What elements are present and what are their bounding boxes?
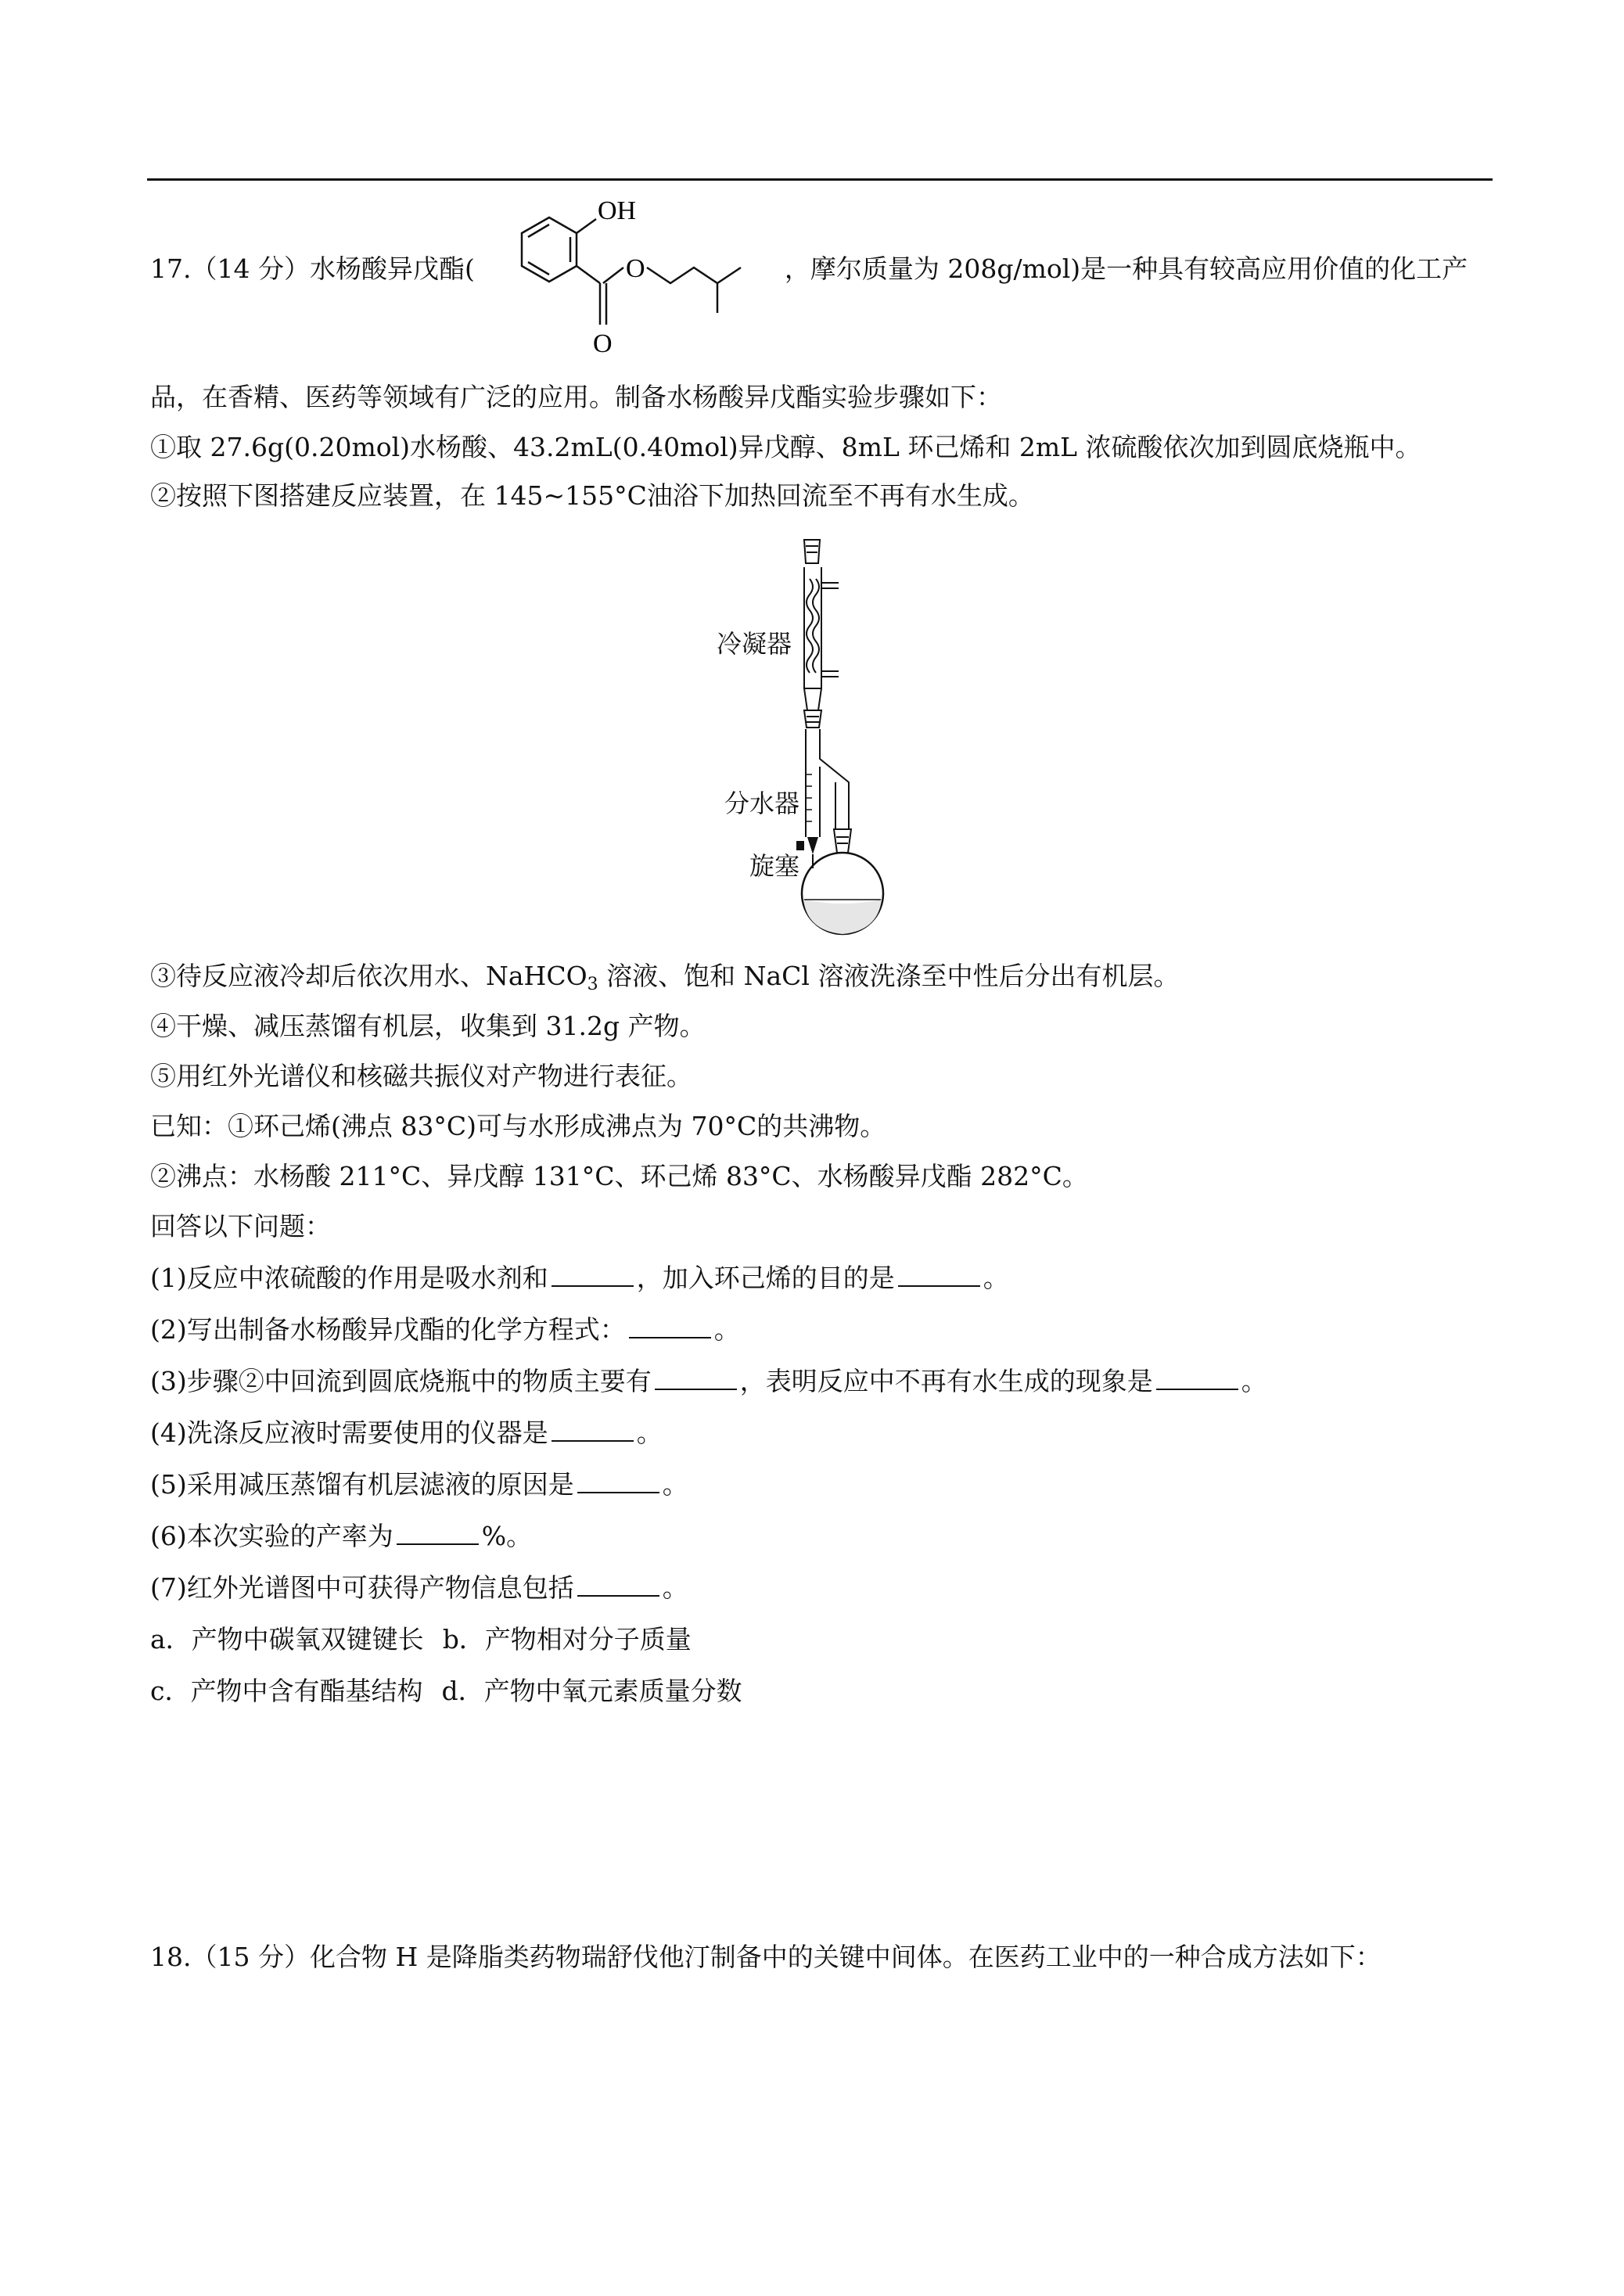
q17-sub1 <box>150 1261 1009 1295</box>
q17-sub3 <box>150 1364 1267 1399</box>
sub4-text-a: (4)洗涤反应液时需要使用的仪器是 <box>150 1417 548 1448</box>
sub5-text-b: 。 <box>662 1469 688 1500</box>
sub3-text-b: ，表明反应中不再有水生成的现象是 <box>739 1366 1153 1396</box>
sub6-text-a: (6)本次实验的产率为 <box>150 1521 393 1551</box>
answer-blank[interactable] <box>898 1262 980 1287</box>
option-b[interactable]: b．产物相对分子质量 <box>442 1624 692 1655</box>
sub3-text-a: (3)步骤②中回流到圆底烧瓶中的物质主要有 <box>150 1366 652 1396</box>
q17-heading <box>150 252 1468 286</box>
sub2-text-b: 。 <box>713 1314 740 1345</box>
sub1-text-c: 。 <box>983 1263 1009 1293</box>
answer-blank[interactable] <box>1156 1365 1238 1390</box>
answer-blank[interactable] <box>552 1417 634 1442</box>
stopcock-label: 旋塞 <box>749 851 800 881</box>
answer-blank[interactable] <box>655 1365 737 1390</box>
sub1-text-b: ，加入环己烯的目的是 <box>636 1263 895 1293</box>
isoamyl-salicylate-structure <box>479 196 792 368</box>
sub4-text-b: 。 <box>636 1417 663 1448</box>
q17-step3-b: 溶液、饱和 NaCl 溶液洗涤至中性后分出有机层。 <box>598 961 1180 991</box>
sub2-text-a: (2)写出制备水杨酸异戊酯的化学方程式： <box>150 1314 626 1345</box>
q17-sub2 <box>150 1313 740 1347</box>
option-c[interactable]: c．产物中含有酯基结构 <box>150 1676 423 1706</box>
ester-o-label: O <box>626 254 645 283</box>
oh-label: OH <box>598 196 637 225</box>
condenser-label: 冷凝器 <box>717 629 792 659</box>
q17-known1: 已知：①环己烯(沸点 83°C)可与水形成沸点为 70°C的共沸物。 <box>150 1111 886 1141</box>
header-rule <box>147 178 1493 181</box>
q17-sub6 <box>150 1519 532 1554</box>
option-a[interactable]: a．产物中碳氧双键键长 <box>150 1624 424 1655</box>
q17-step1: ①取 27.6g(0.20mol)水杨酸、43.2mL(0.40mol)异戊醇、8mL 环己烯和 2mL 浓硫酸依次加到圆底烧瓶中。 <box>150 432 1421 462</box>
q17-sub5 <box>150 1468 688 1502</box>
option-d[interactable]: d．产物中氧元素质量分数 <box>441 1676 742 1706</box>
q17-sub7 <box>150 1571 688 1605</box>
q17-step4: ④干燥、减压蒸馏有机层，收集到 31.2g 产物。 <box>150 1011 706 1041</box>
q17-options-row2 <box>150 1674 742 1709</box>
sub7-text-b: 。 <box>662 1572 688 1603</box>
q17-answer-prompt: 回答以下问题： <box>150 1211 331 1241</box>
answer-blank[interactable] <box>629 1313 711 1338</box>
q18-heading: 18.（15 分）化合物 H 是降脂类药物瑞舒伐他汀制备中的关键中间体。在医药工业中的一种合成方法如下： <box>150 1942 1381 1972</box>
carbonyl-o-label: O <box>593 329 613 358</box>
answer-blank[interactable] <box>397 1520 479 1545</box>
reflux-apparatus-diagram <box>704 532 970 954</box>
answer-blank[interactable] <box>577 1572 659 1597</box>
q17-step3-sub: 3 <box>587 975 598 994</box>
q17-heading-prefix: 17.（14 分）水杨酸异戊酯( <box>150 253 475 284</box>
q17-step3-a: ③待反应液冷却后依次用水、NaHCO <box>150 961 587 991</box>
q17-step2: ②按照下图搭建反应装置，在 145~155°C油浴下加热回流至不再有水生成。 <box>150 480 1034 511</box>
q17-intro: 品，在香精、医药等领域有广泛的应用。制备水杨酸异戊酯实验步骤如下： <box>150 382 1002 412</box>
q17-step5: ⑤用红外光谱仪和核磁共振仪对产物进行表征。 <box>150 1061 692 1091</box>
sub3-text-c: 。 <box>1241 1366 1267 1396</box>
q17-options-row1 <box>150 1622 692 1657</box>
q17-sub4 <box>150 1416 663 1450</box>
answer-blank[interactable] <box>577 1468 659 1493</box>
answer-blank[interactable] <box>552 1262 634 1287</box>
q17-heading-suffix: ，摩尔质量为 208g/mol)是一种具有较高应用价值的化工产 <box>784 253 1468 284</box>
sub1-text-a: (1)反应中浓硫酸的作用是吸水剂和 <box>150 1263 548 1293</box>
separator-label: 分水器 <box>724 789 800 818</box>
sub5-text-a: (5)采用减压蒸馏有机层滤液的原因是 <box>150 1469 574 1500</box>
sub6-text-b: %。 <box>481 1521 533 1551</box>
sub7-text-a: (7)红外光谱图中可获得产物信息包括 <box>150 1572 574 1603</box>
q17-known2: ②沸点：水杨酸 211°C、异戊醇 131°C、环己烯 83°C、水杨酸异戊酯 282°C。 <box>150 1161 1088 1191</box>
q17-step3 <box>150 959 1179 1002</box>
